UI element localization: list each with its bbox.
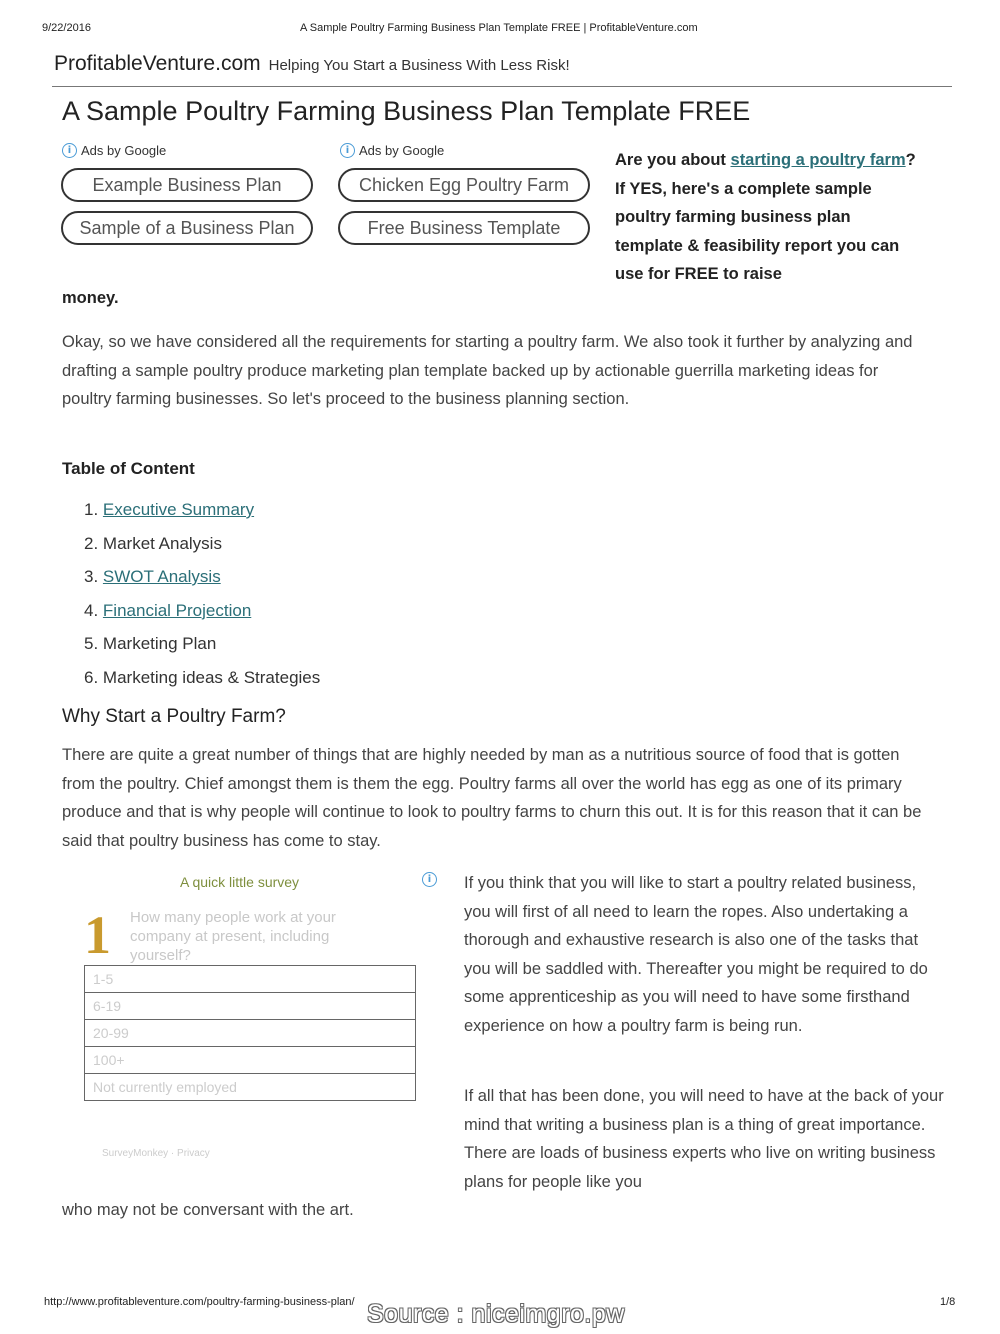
footer-url: http://www.profitableventure.com/poultry-farming-business-plan/ — [44, 1296, 355, 1308]
survey-options — [84, 965, 416, 1101]
print-title: A Sample Poultry Farming Business Plan Template FREE | ProfitableVenture.com — [300, 22, 698, 34]
intro-overflow: money. — [62, 289, 119, 307]
ad-link-button[interactable]: Example Business Plan — [61, 168, 313, 202]
survey-option[interactable]: 100+ — [84, 1046, 416, 1073]
page-title: A Sample Poultry Farming Business Plan Template FREE — [62, 96, 751, 126]
toc-item[interactable]: 3. SWOT Analysis — [84, 567, 221, 586]
toc-item[interactable]: 4. Financial Projection — [84, 600, 252, 620]
page-number: 1/8 — [940, 1296, 956, 1308]
toc-link-executive-summary[interactable]: Executive Summary — [102, 500, 255, 519]
toc-item: 2. Market Analysis — [84, 533, 222, 553]
ad-link-button[interactable]: Free Business Template — [338, 211, 590, 245]
info-icon[interactable]: i — [62, 143, 77, 158]
starting-poultry-farm-link[interactable]: starting a poultry farm — [730, 151, 906, 169]
ads-label-1: i Ads by Google — [62, 143, 166, 158]
paragraph-overflow: who may not be conversant with the art. — [62, 1201, 354, 1219]
paragraph-business-plan: If all that has been done, you will need to have at the back of your mind that writing a business plan is a thing of great importance. There are loads of business experts who live on writing business plans for people like you — [464, 1087, 944, 1191]
info-icon[interactable]: i — [340, 143, 355, 158]
toc-link-financial-projection[interactable]: Financial Projection — [102, 600, 252, 620]
toc-item: 6. Marketing ideas & Strategies — [84, 667, 321, 687]
survey-title: A quick little survey — [180, 874, 300, 890]
toc-item[interactable]: 1. Executive Summary — [84, 500, 255, 519]
ads-label-2: i Ads by Google — [340, 143, 444, 158]
info-icon[interactable]: i — [422, 872, 437, 887]
paragraph-learn-ropes: If you think that you will like to start a poultry related business, you will first of all need to learn the ropes. Also undertaking a thorough and exhaustive research is also one of the tasks that you will be saddled with. Thereafter you might be required to do some apprenticeship as you will need to have some firsthand experience on how a poultry farm is being run. — [464, 874, 928, 1035]
survey-option[interactable]: 1-5 — [84, 965, 416, 992]
print-date: 9/22/2016 — [42, 22, 91, 34]
toc-link-swot-analysis[interactable]: SWOT Analysis — [102, 567, 221, 586]
site-header — [54, 52, 570, 76]
table-of-contents — [84, 500, 320, 701]
section-heading-why: Why Start a Poultry Farm? — [62, 706, 286, 727]
toc-heading: Table of Content — [62, 459, 195, 478]
intro-text: Are you about starting a poultry farm? If YES, here's a complete sample poultry farming business plan template & feasibility report you can use for FREE to raise — [615, 151, 916, 283]
site-name[interactable]: ProfitableVenture.com — [54, 52, 261, 75]
ad-link-button[interactable]: Sample of a Business Plan — [61, 211, 313, 245]
survey-option[interactable]: Not currently employed — [84, 1073, 416, 1101]
ad-link-button[interactable]: Chicken Egg Poultry Farm — [338, 168, 590, 202]
survey-question-number: 1 — [84, 905, 111, 965]
paragraph-intro: Okay, so we have considered all the requirements for starting a poultry farm. We also took it further by analyzing and drafting a sample poultry produce marketing plan template backed up by actionable guerrilla marketing ideas for poultry farming businesses. So let's proceed to the business planning section. — [62, 333, 913, 408]
survey-widget — [84, 868, 440, 1168]
header-divider — [52, 86, 952, 87]
site-tagline: Helping You Start a Business With Less Risk! — [268, 57, 570, 74]
survey-question: How many people work at your company at present, including yourself? — [130, 909, 336, 964]
survey-footer[interactable]: SurveyMonkey · Privacy — [102, 1148, 210, 1159]
survey-option[interactable]: 20-99 — [84, 1019, 416, 1046]
source-watermark: Source : niceimgro.pw — [367, 1300, 625, 1328]
paragraph-why: There are quite a great number of things that are highly needed by man as a nutritious source of food that is gotten from the poultry. Chief amongst them is them the egg. Poultry farms all over the world has egg as one of its primary produce and that is why people will continue to look to poultry farms to churn this out. It is for this reason that it can be said that poultry business has come to stay. — [62, 746, 922, 850]
toc-item: 5. Marketing Plan — [84, 634, 217, 653]
survey-option[interactable]: 6-19 — [84, 992, 416, 1019]
